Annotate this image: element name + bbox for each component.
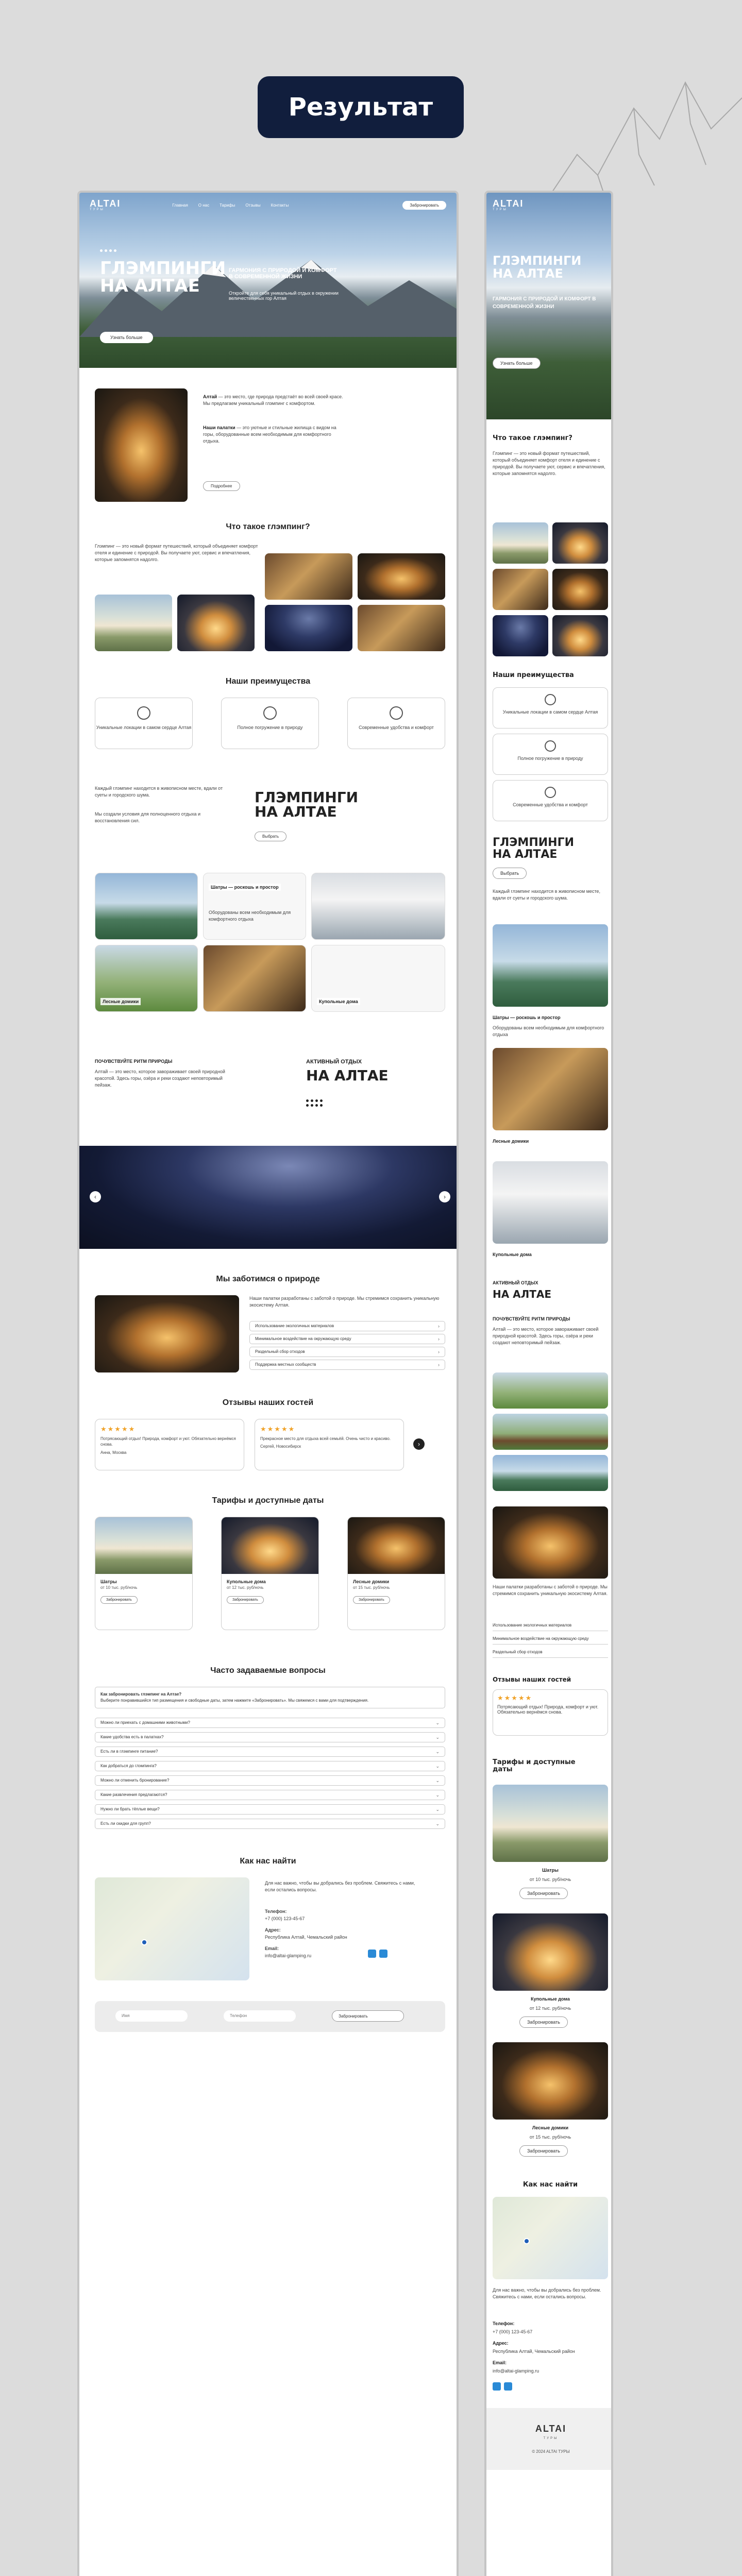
- mobile-phone-label: Телефон:: [493, 2321, 515, 2326]
- mobile-tile-sub: Оборудованы всем необходимым для комфортного отдыха: [493, 1025, 604, 1038]
- gallery-photo-5: [265, 605, 352, 651]
- mobile-reviews-title: Отзывы наших гостей: [493, 1676, 571, 1683]
- map[interactable]: [95, 1877, 249, 1980]
- map-pin-icon: [524, 2238, 530, 2244]
- telegram-icon[interactable]: [493, 2382, 501, 2391]
- tariff-card-1: Шатры от 10 тыс. руб/ночь Забронировать: [95, 1517, 193, 1630]
- mobile-care-row[interactable]: Раздельный сбор отходов: [493, 1647, 608, 1658]
- tile-photo-3: [203, 945, 306, 1012]
- location-icon: [545, 694, 556, 705]
- gallery-photo-3: [265, 553, 352, 600]
- dots-decoration: [306, 1099, 323, 1107]
- mobile-glamp-text: Каждый глэмпинг находится в живописном месте, вдали от суеты и городского шума.: [493, 889, 600, 901]
- mobile-adv-card-3: Современные удобства и комфорт: [493, 780, 608, 821]
- active-left-text: Алтай — это место, которое завораживает своей природной красотой. Здесь горы, озёра и реки создают неповторимый пейзаж.: [95, 1069, 225, 1088]
- nav-contacts[interactable]: Контакты: [271, 202, 289, 208]
- tile-photo-2: [311, 873, 445, 940]
- tariff-card-3: Лесные домики от 15 тыс. руб/ночь Забронировать: [347, 1517, 445, 1630]
- advantage-card-2: Полное погружение в природу: [221, 698, 319, 749]
- address-label: Адрес:: [265, 1927, 281, 1933]
- map-pin-icon: [141, 1939, 147, 1945]
- mobile-strip-photo: [493, 1372, 608, 1409]
- glamp-choose-button[interactable]: Выбрать: [255, 832, 286, 841]
- mobile-tariff-photo: [493, 1785, 608, 1862]
- nav-tariffs[interactable]: Тарифы: [220, 202, 235, 208]
- hero-title: ГЛЭМПИНГИ НА АЛТАЕ: [100, 258, 226, 296]
- gallery-photo-2: [177, 595, 255, 651]
- phone-label: Телефон:: [265, 1909, 287, 1914]
- mobile-care-row[interactable]: Использование экологичных материалов: [493, 1620, 608, 1631]
- mobile-adv-card-1: Уникальные локации в самом сердце Алтая: [493, 687, 608, 728]
- mobile-tariff-price: от 12 тыс. руб/ночь: [529, 2006, 571, 2011]
- hero: [79, 193, 457, 368]
- care-row-2[interactable]: Минимальное воздействие на окружающую среду ›: [249, 1334, 445, 1344]
- tariff-book-button[interactable]: Забронировать: [227, 1596, 264, 1604]
- mobile-photo: [493, 569, 548, 610]
- slider-next-icon[interactable]: ›: [439, 1191, 450, 1202]
- reviews-title: Отзывы наших гостей: [222, 1398, 314, 1407]
- mobile-photo: [552, 522, 608, 564]
- desktop-mockup: [77, 191, 459, 2576]
- home-icon: [545, 787, 556, 798]
- mobile-social-links: [493, 2382, 515, 2393]
- active-left-title: ПОЧУВСТВУЙТЕ РИТМ ПРИРОДЫ: [95, 1059, 173, 1064]
- mobile-care-row[interactable]: Минимальное воздействие на окружающую среду: [493, 1633, 608, 1645]
- mobile-photo: [552, 615, 608, 656]
- form-submit-button[interactable]: Забронировать: [332, 2010, 404, 2022]
- mobile-map[interactable]: [493, 2197, 608, 2279]
- dots-decoration: [100, 249, 116, 252]
- faq-title: Часто задаваемые вопросы: [210, 1666, 326, 1675]
- mobile-care-text: Наши палатки разработаны с заботой о природе. Мы стремимся сохранить уникальную экосистему Алтая.: [493, 1584, 608, 1597]
- email-value[interactable]: info@altai-glamping.ru: [265, 1953, 312, 1958]
- name-input[interactable]: Имя: [115, 2010, 188, 2022]
- what-title: Что такое глэмпинг?: [226, 522, 310, 531]
- result-badge: Результат: [258, 76, 464, 138]
- mobile-what-title: Что такое глэмпинг?: [493, 434, 572, 442]
- contact-text: Для нас важно, чтобы вы добрались без проблем. Свяжитесь с нами, если остались вопросы.: [265, 1880, 415, 1893]
- mobile-tile-photo: [493, 924, 608, 1007]
- glamp-text-1: Каждый глэмпинг находится в живописном месте, вдали от суеты и городского шума.: [95, 786, 223, 798]
- faq-item[interactable]: Есть ли в глэмпинге питание? ⌄: [95, 1747, 445, 1757]
- gallery-photo-1: [95, 595, 172, 651]
- glamp-title: ГЛЭМПИНГИ НА АЛТАЕ: [255, 789, 359, 820]
- tile-domes[interactable]: Купольные дома: [311, 945, 445, 1012]
- faq-item[interactable]: Как добраться до глэмпинга? ⌄: [95, 1761, 445, 1771]
- faq-item[interactable]: Есть ли скидки для групп? ⌄: [95, 1819, 445, 1829]
- mobile-active-title-2: НА АЛТАЕ: [493, 1288, 552, 1300]
- nav-reviews[interactable]: Отзывы: [245, 202, 261, 208]
- care-text: Наши палатки разработаны с заботой о природе. Мы стремимся сохранить уникальную экосистему Алтая.: [249, 1296, 440, 1308]
- social-links: [368, 1950, 391, 1960]
- mobile-phone[interactable]: +7 (000) 123-45-67: [493, 2329, 533, 2334]
- mobile-glamp-title: ГЛЭМПИНГИ НА АЛТАЕ: [493, 836, 574, 861]
- mobile-tariff-name: Купольные дома: [531, 1996, 570, 2002]
- email-label: Email:: [265, 1946, 279, 1951]
- care-row-3[interactable]: Раздельный сбор отходов ›: [249, 1347, 445, 1357]
- advantages-title: Наши преимущества: [225, 677, 311, 686]
- contact-title: Как нас найти: [240, 1857, 296, 1866]
- hero-description: Откройте для себя уникальный отдых в окружении величественных гор Алтая: [229, 291, 339, 301]
- nav-about[interactable]: О нас: [198, 202, 210, 208]
- mobile-glamp-button[interactable]: Выбрать: [493, 868, 527, 879]
- mobile-strip-photo: [493, 1414, 608, 1450]
- mobile-photo: [552, 569, 608, 610]
- mobile-hero-title: ГЛЭМПИНГИ НА АЛТАЕ: [493, 253, 582, 281]
- active-title-1: АКТИВНЫЙ ОТДЫХ: [306, 1059, 362, 1065]
- mobile-adv-title: Наши преимущества: [493, 671, 574, 679]
- gallery-photo-4: [358, 553, 445, 600]
- gallery-photo-6: [358, 605, 445, 651]
- active-title-2: НА АЛТАЕ: [306, 1067, 389, 1084]
- review-card-1: ★★★★★ Потрясающий отдых! Природа, комфорт и уют. Обязательно вернёмся снова. Анна, Москва: [95, 1419, 244, 1470]
- address-value: Республика Алтай, Чемальский район: [265, 1935, 347, 1940]
- mobile-email-label: Email:: [493, 2360, 507, 2365]
- phone-input[interactable]: Телефон: [224, 2010, 296, 2022]
- care-photo: [95, 1295, 239, 1372]
- faq-item[interactable]: Нужно ли брать тёплые вещи? ⌄: [95, 1804, 445, 1815]
- mobile-tile-photo: [493, 1048, 608, 1130]
- mobile-care-photo: [493, 1506, 608, 1579]
- faq-item[interactable]: Какие развлечения предлагаются? ⌄: [95, 1790, 445, 1800]
- intro-photo: [95, 388, 188, 502]
- home-icon: [390, 706, 403, 720]
- booking-form: [95, 2001, 445, 2032]
- mobile-tariffs-title: Тарифы и доступные даты: [493, 1758, 576, 1773]
- intro-text-1: Алтай — это место, где природа предстаёт во всей своей красе. Мы предлагаем уникальный глэмпинг с комфортом.: [203, 394, 343, 406]
- photo-slider: [79, 1146, 459, 1249]
- nav-home[interactable]: Главная: [172, 202, 188, 208]
- advantage-card-3: Современные удобства и комфорт: [347, 698, 445, 749]
- mobile-tariff-button[interactable]: Забронировать: [519, 2016, 568, 2028]
- mobile-email[interactable]: info@altai-glamping.ru: [493, 2368, 539, 2374]
- mobile-tariff-button[interactable]: Забронировать: [519, 2145, 568, 2157]
- mobile-review-card: ★★★★★ Потрясающий отдых! Природа, комфорт и уют. Обязательно вернёмся снова.: [493, 1689, 608, 1736]
- mobile-hero: [486, 193, 613, 419]
- top-nav: [90, 199, 446, 211]
- mobile-hero-button[interactable]: Узнать больше: [493, 358, 541, 369]
- mobile-tile-tents[interactable]: Шатры — роскошь и простор: [493, 1015, 561, 1020]
- mobile-active-left-title: ПОЧУВСТВУЙТЕ РИТМ ПРИРОДЫ: [493, 1316, 570, 1321]
- faq-item[interactable]: Какие удобства есть в палатках? ⌄: [95, 1732, 445, 1742]
- hero-more-button[interactable]: Узнать больше: [100, 332, 153, 343]
- advantage-card-1: Уникальные локации в самом сердце Алтая: [95, 698, 193, 749]
- mobile-tile-forest[interactable]: Лесные домики: [493, 1139, 529, 1144]
- mobile-what-text: Глэмпинг — это новый формат путешествий, который объединяет комфорт отеля и единение с природой. Вы получаете уют, сервис и впечатления, которые запомнятся надолго.: [493, 451, 605, 477]
- mobile-logo[interactable]: ALTAI ТУРЫ: [493, 198, 524, 211]
- vk-icon[interactable]: [504, 2382, 512, 2391]
- leaf-icon: [545, 740, 556, 752]
- mobile-tariff-button[interactable]: Забронировать: [519, 1888, 568, 1899]
- mobile-active-title-1: АКТИВНЫЙ ОТДЫХ: [493, 1280, 538, 1285]
- tariffs-title: Тарифы и доступные даты: [212, 1496, 324, 1505]
- tile-tents[interactable]: Шатры — роскошь и простор Оборудованы всем необходимым для комфортного отдыха: [203, 873, 306, 940]
- tariff-book-button[interactable]: Забронировать: [100, 1596, 138, 1604]
- care-title: Мы заботимся о природе: [216, 1275, 320, 1283]
- mobile-tile-photo: [493, 1161, 608, 1244]
- tile-forest[interactable]: Лесные домики: [95, 945, 198, 1012]
- mobile-hero-sub: ГАРМОНИЯ С ПРИРОДОЙ И КОМФОРТ В СОВРЕМЕННОЙ ЖИЗНИ: [493, 296, 596, 310]
- logo[interactable]: ALTAI ТУРЫ: [90, 198, 121, 211]
- mobile-tariff-price: от 15 тыс. руб/ночь: [529, 2134, 571, 2140]
- vk-icon[interactable]: [379, 1950, 387, 1958]
- nav-book-button[interactable]: Забронировать: [402, 201, 446, 210]
- mobile-tariff-name: Лесные домики: [532, 2125, 569, 2130]
- tariff-book-button[interactable]: Забронировать: [353, 1596, 390, 1604]
- mobile-contact-text: Для нас важно, чтобы вы добрались без проблем. Свяжитесь с нами, если остались вопросы.: [493, 2287, 601, 2300]
- leaf-icon: [263, 706, 277, 720]
- mobile-tariff-photo: [493, 1913, 608, 1991]
- faq-item[interactable]: Можно ли отменить бронирование? ⌄: [95, 1775, 445, 1786]
- reviews-next-icon[interactable]: ›: [413, 1438, 425, 1450]
- care-row-1[interactable]: Использование экологичных материалов ›: [249, 1321, 445, 1331]
- mobile-mockup: [484, 191, 613, 2576]
- mobile-tariff-name: Шатры: [542, 1868, 559, 1873]
- faq-item-open[interactable]: Как забронировать глэмпинг на Алтае? Выберите понравившийся тип размещения и свободные даты, затем нажмите «Забронировать». Мы свяжемся с вами для подтверждения.: [95, 1687, 445, 1708]
- care-row-4[interactable]: Поддержка местных сообществ ›: [249, 1360, 445, 1370]
- intro-text-2: Наши палатки — это уютные и стильные жилища с видом на горы, оборудованные всем необходимым для комфортного отдыха.: [203, 425, 336, 444]
- location-icon: [137, 706, 150, 720]
- what-text: Глэмпинг — это новый формат путешествий, который объединяет комфорт отеля и единение с природой. Вы получаете уют, сервис и впечатления, которые запомнятся надолго.: [95, 544, 258, 563]
- mobile-tariff-photo: [493, 2042, 608, 2120]
- mobile-photo: [493, 615, 548, 656]
- tariff-card-2: Купольные дома от 12 тыс. руб/ночь Забронировать: [221, 1517, 319, 1630]
- mobile-address: Республика Алтай, Чемальский район: [493, 2349, 575, 2354]
- mobile-strip-photo: [493, 1455, 608, 1491]
- mobile-footer: ALTAI ТУРЫ © 2024 ALTAI ТУРЫ: [486, 2408, 613, 2470]
- mobile-tile-domes[interactable]: Купольные дома: [493, 1252, 532, 1257]
- telegram-icon[interactable]: [368, 1950, 376, 1958]
- glamp-text-2: Мы создали условия для полноценного отдыха и восстановления сил.: [95, 811, 201, 824]
- hero-subtitle: ГАРМОНИЯ С ПРИРОДОЙ И КОМФОРТ В СОВРЕМЕННОЙ ЖИЗНИ: [229, 267, 337, 280]
- slider-prev-icon[interactable]: ‹: [90, 1191, 101, 1202]
- mobile-active-text: Алтай — это место, которое завораживает своей природной красотой. Здесь горы, озёра и реки создают неповторимый пейзаж.: [493, 1327, 599, 1346]
- intro-more-button[interactable]: Подробнее: [203, 481, 240, 491]
- mobile-photo: [493, 522, 548, 564]
- faq-item[interactable]: Можно ли приехать с домашними животными? ⌄: [95, 1718, 445, 1728]
- review-card-2: ★★★★★ Прекрасное место для отдыха всей семьёй. Очень чисто и красиво. Сергей, Новосибирск: [255, 1419, 404, 1470]
- mobile-contact-title: Как нас найти: [522, 2181, 578, 2189]
- tile-photo-1: [95, 873, 198, 940]
- mobile-address-label: Адрес:: [493, 2341, 509, 2346]
- mobile-adv-card-2: Полное погружение в природу: [493, 734, 608, 775]
- mobile-tariff-price: от 10 тыс. руб/ночь: [529, 1877, 571, 1882]
- phone-value[interactable]: +7 (000) 123-45-67: [265, 1916, 305, 1921]
